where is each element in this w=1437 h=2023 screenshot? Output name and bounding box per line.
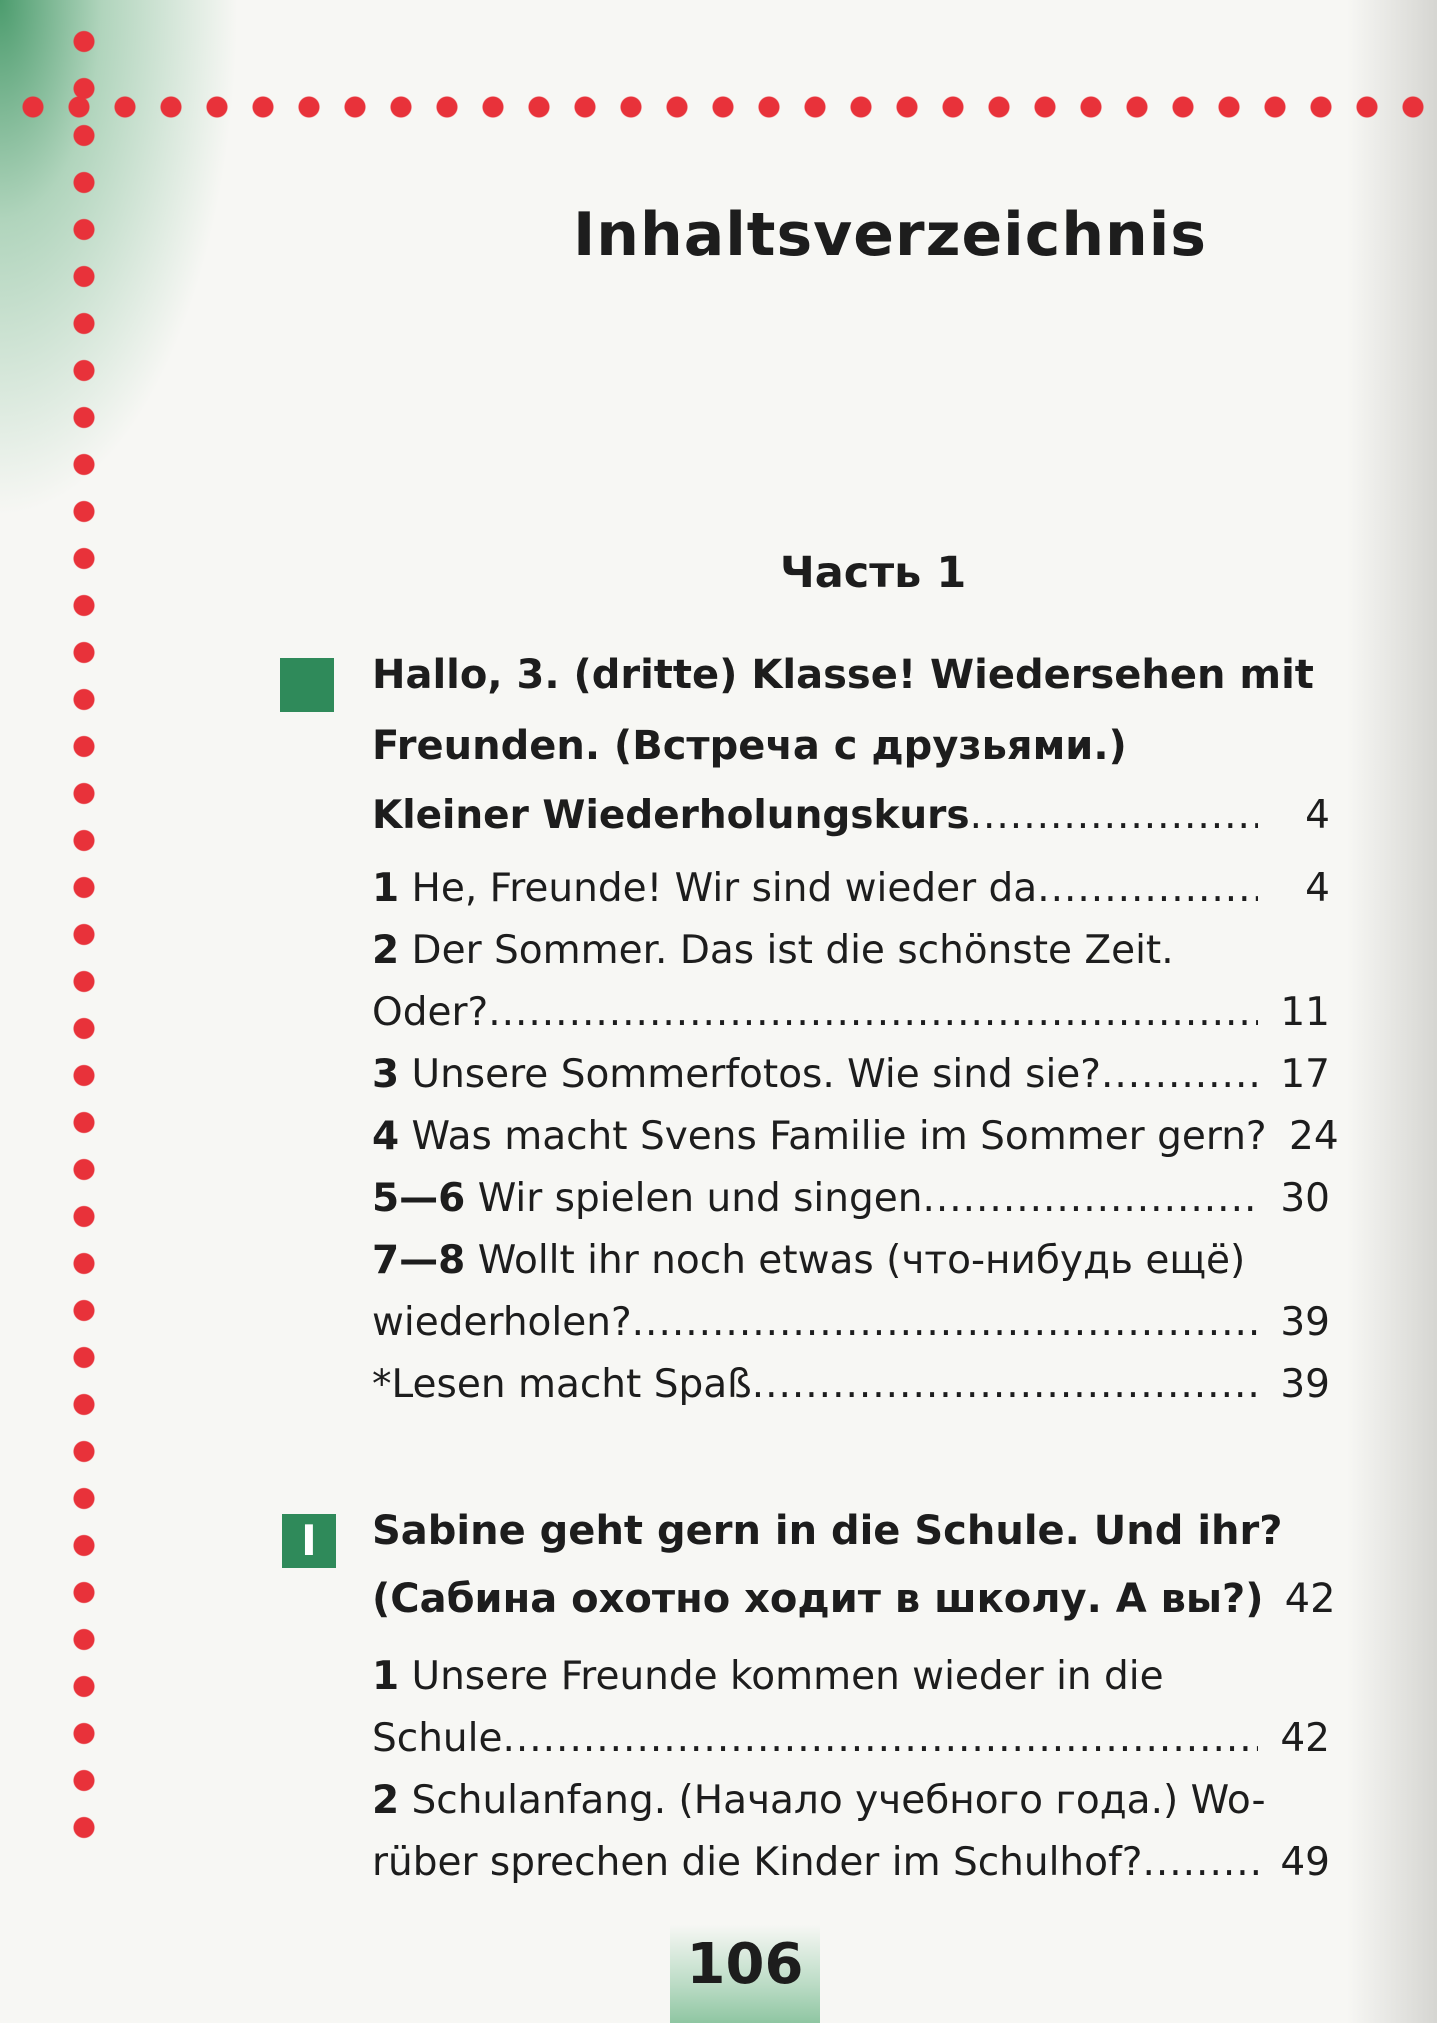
entry-page: 24	[1289, 1114, 1339, 1159]
section-heading-line: Hallo, 3. (dritte) Klasse! Wiedersehen mit	[372, 652, 1314, 698]
section-marker: I	[282, 1514, 336, 1568]
dot-leader	[922, 1176, 1258, 1221]
part-heading: Часть 1	[780, 548, 967, 598]
toc-entry[interactable]	[372, 1176, 1330, 1238]
entry-page: 39	[1280, 1300, 1330, 1345]
toc-entry[interactable]	[372, 1362, 1330, 1424]
entry-page: 39	[1280, 1362, 1330, 1407]
entry-text-continued: rüber sprechen die Kinder im Schulhof?	[372, 1840, 1143, 1885]
toc-entry-continued[interactable]	[372, 990, 1330, 1052]
section-heading-line: Freunden. (Встреча с друзьями.)	[372, 723, 1127, 769]
entry-page: 42	[1284, 1576, 1336, 1622]
toc-entry[interactable]	[372, 1238, 1330, 1300]
entry-text: Schulanfang. (Начало учебного года.) Wo-	[411, 1778, 1266, 1823]
dotted-border-left	[71, 18, 97, 1858]
entry-number: 2	[372, 1778, 400, 1823]
dot-leader	[1101, 1052, 1258, 1097]
entry-text: Unsere Freunde kommen wieder in die	[411, 1654, 1164, 1699]
entry-number: 2	[372, 928, 400, 973]
page-fold-shadow	[1347, 0, 1437, 2023]
entry-page: 4	[1305, 866, 1330, 911]
toc-entry[interactable]	[372, 928, 1330, 990]
entry-page: 17	[1280, 1052, 1330, 1097]
dot-leader	[1142, 1840, 1258, 1885]
section-heading	[372, 723, 1330, 785]
toc-entry[interactable]	[372, 866, 1330, 928]
toc-entry[interactable]	[372, 1778, 1330, 1840]
entry-text: Was macht Svens Familie im Sommer gern?	[411, 1114, 1267, 1159]
entry-text-continued: wiederholen?	[372, 1300, 632, 1345]
toc-entry[interactable]	[372, 1114, 1339, 1176]
page-number: 106	[670, 1925, 820, 2023]
entry-text: *Lesen macht Spaß	[372, 1362, 752, 1407]
entry-text: Wollt ihr noch etwas (что-нибудь ещё)	[477, 1238, 1246, 1283]
entry-page: 42	[1280, 1716, 1330, 1761]
entry-text: He, Freunde! Wir sind wieder da	[411, 866, 1038, 911]
entry-page: 49	[1280, 1840, 1330, 1885]
entry-text: Unsere Sommerfotos. Wie sind sie?	[411, 1052, 1101, 1097]
section-marker	[280, 658, 334, 712]
section-heading	[372, 1576, 1336, 1638]
toc-entry[interactable]	[372, 1654, 1330, 1716]
corner-decoration	[0, 0, 240, 520]
entry-page: 30	[1280, 1176, 1330, 1221]
section-heading	[372, 652, 1330, 714]
toc-entry-continued[interactable]	[372, 1300, 1330, 1362]
entry-page: 11	[1280, 990, 1330, 1035]
dot-leader	[488, 990, 1258, 1035]
entry-text-continued: Schule	[372, 1716, 503, 1761]
dot-leader	[1037, 866, 1258, 911]
entry-text: Der Sommer. Das ist die schönste Zeit.	[411, 928, 1174, 973]
entry-number: 7—8	[372, 1238, 466, 1283]
entry-text: Kleiner Wiederholungskurs	[372, 793, 970, 838]
dot-leader	[752, 1362, 1258, 1407]
entry-page: 4	[1305, 793, 1330, 838]
entry-text-continued: Oder?	[372, 990, 489, 1035]
section-heading-line: Sabine geht gern in die Schule. Und ihr?	[372, 1508, 1283, 1554]
toc-entry-continued[interactable]	[372, 1716, 1330, 1778]
entry-number: 5—6	[372, 1176, 466, 1221]
page-title: Inhaltsverzeichnis	[572, 200, 1208, 270]
toc-entry[interactable]	[372, 793, 1330, 855]
entry-number: 4	[372, 1114, 400, 1159]
section-heading	[372, 1508, 1330, 1570]
dotted-border-top	[0, 94, 1437, 120]
dot-leader	[970, 793, 1258, 838]
entry-text: Wir spielen und singen	[477, 1176, 923, 1221]
toc-entry[interactable]	[372, 1052, 1330, 1114]
entry-number: 1	[372, 1654, 400, 1699]
section-heading-line: (Сабина охотно ходит в школу. А вы?)	[372, 1576, 1264, 1622]
dot-leader	[502, 1716, 1258, 1761]
dot-leader	[632, 1300, 1258, 1345]
entry-number: 3	[372, 1052, 400, 1097]
entry-number: 1	[372, 866, 400, 911]
toc-entry-continued[interactable]	[372, 1840, 1330, 1902]
